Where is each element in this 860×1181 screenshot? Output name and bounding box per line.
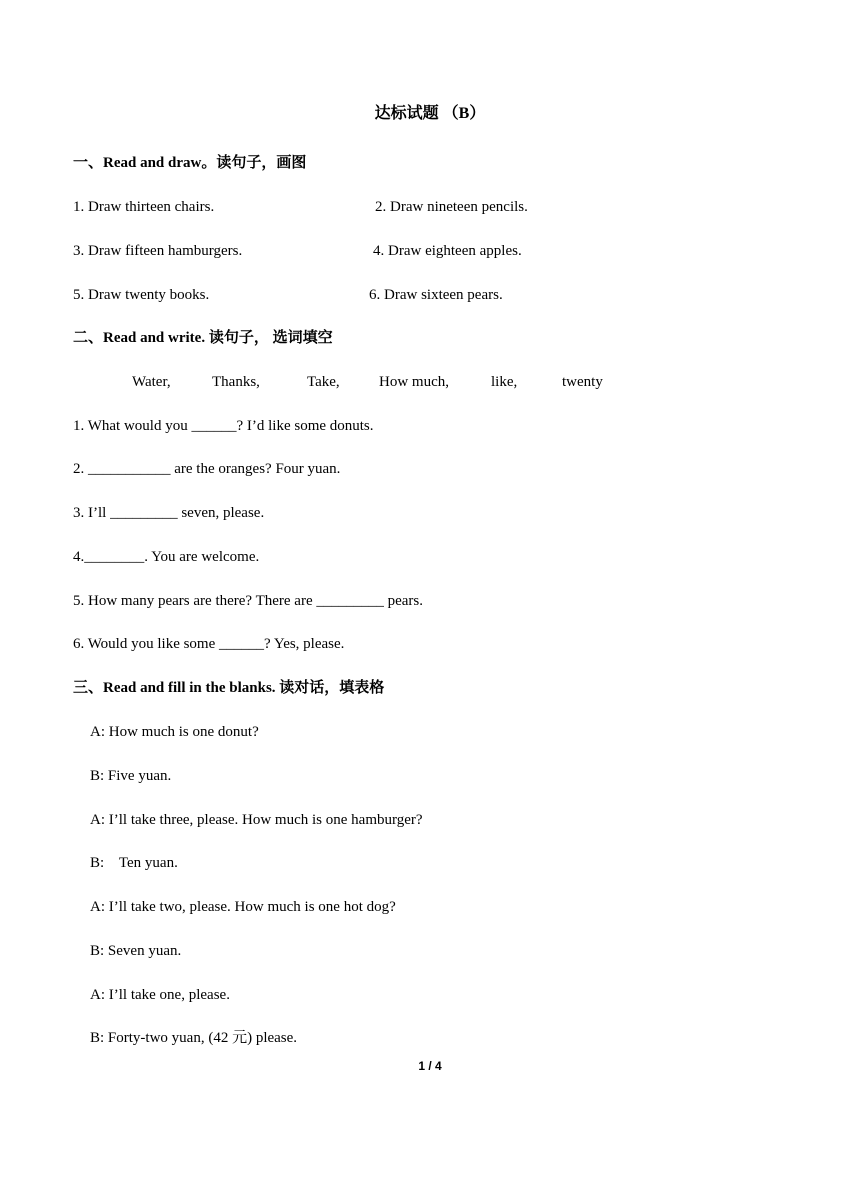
section-2-item-3: 3. I’ll _________ seven, please.: [73, 505, 265, 521]
section-2-item-4: 4.________. You are welcome.: [73, 549, 260, 565]
section-1-item-1: 1. Draw thirteen chairs.: [73, 199, 215, 215]
section-1-heading: 一、Read and draw。读句子，画图: [73, 155, 307, 171]
section-1-item-3: 3. Draw fifteen hamburgers.: [73, 243, 243, 259]
word-bank-word: How much,: [379, 374, 449, 390]
section-2-item-5: 5. How many pears are there? There are _________ pears.: [73, 593, 423, 609]
section-2-item-2: 2. ___________ are the oranges? Four yuan.: [73, 461, 341, 477]
word-bank-word: twenty: [562, 374, 603, 390]
word-bank-word: like,: [491, 374, 518, 390]
section-2-item-1: 1. What would you ______? I’d like some donuts.: [73, 418, 374, 434]
section-1-item-2: 2. Draw nineteen pencils.: [375, 199, 528, 215]
dialogue-line: A: I’ll take two, please. How much is one hot dog?: [90, 899, 396, 915]
word-bank-word: Thanks,: [212, 374, 260, 390]
page-title: 达标试题 （B）: [374, 105, 486, 122]
dialogue-line: A: How much is one donut?: [90, 724, 259, 740]
section-2-item-6: 6. Would you like some ______? Yes, please.: [73, 636, 345, 652]
section-2-heading: 二、Read and write. 读句子， 选词填空: [73, 330, 333, 346]
page-number: 1 / 4: [418, 1059, 442, 1073]
dialogue-line: B: Seven yuan.: [90, 943, 182, 959]
section-1-item-4: 4. Draw eighteen apples.: [373, 243, 522, 259]
section-1-item-6: 6. Draw sixteen pears.: [369, 287, 503, 303]
word-bank-word: Water,: [132, 374, 171, 390]
dialogue-line: B: Forty-two yuan, (42 元) please.: [90, 1030, 298, 1046]
dialogue-line: B: Five yuan.: [90, 768, 172, 784]
dialogue-line: A: I’ll take three, please. How much is one hamburger?: [90, 812, 423, 828]
dialogue-line: A: I’ll take one, please.: [90, 987, 230, 1003]
dialogue-line: B: Ten yuan.: [90, 855, 178, 871]
section-1-item-5: 5. Draw twenty books.: [73, 287, 210, 303]
word-bank-word: Take,: [307, 374, 340, 390]
section-3-heading: 三、Read and fill in the blanks. 读对话，填表格: [73, 680, 385, 696]
